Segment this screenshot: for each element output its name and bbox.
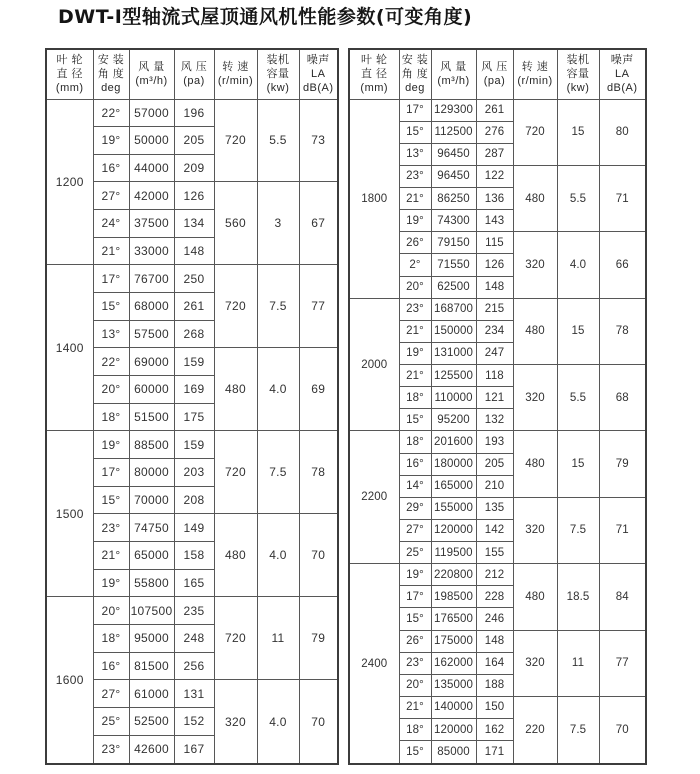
angle-cell: 17°	[93, 459, 129, 487]
pressure-cell: 159	[174, 348, 214, 376]
capacity-cell: 15	[557, 298, 599, 364]
speed-cell: 320	[513, 365, 557, 431]
volume-cell: 96450	[431, 143, 476, 165]
pressure-cell: 246	[476, 608, 513, 630]
capacity-cell: 11	[257, 597, 299, 680]
noise-cell: 79	[599, 431, 646, 497]
pressure-cell: 215	[476, 298, 513, 320]
header-row	[349, 49, 646, 99]
volume-cell: 95200	[431, 409, 476, 431]
noise-cell: 79	[299, 597, 338, 680]
spec-table-left	[45, 48, 339, 765]
capacity-cell: 7.5	[257, 265, 299, 348]
capacity-cell: 4.0	[257, 514, 299, 597]
capacity-cell: 4.0	[557, 232, 599, 298]
volume-cell: 76700	[129, 265, 174, 293]
speed-cell: 720	[214, 99, 257, 182]
pressure-cell: 167	[174, 735, 214, 764]
angle-cell: 27°	[93, 182, 129, 210]
capacity-cell: 7.5	[557, 696, 599, 764]
volume-cell: 70000	[129, 486, 174, 514]
speed-cell: 320	[513, 232, 557, 298]
volume-cell: 129300	[431, 99, 476, 121]
angle-cell: 15°	[399, 741, 431, 764]
col-header-capacity: 装机 容量 (kw)	[257, 49, 299, 99]
volume-cell: 68000	[129, 293, 174, 321]
header-row	[46, 49, 338, 99]
angle-cell: 15°	[93, 486, 129, 514]
angle-cell: 18°	[399, 431, 431, 453]
col-header-pressure: 风 压 (pa)	[476, 49, 513, 99]
speed-cell: 720	[214, 597, 257, 680]
speed-cell: 720	[214, 265, 257, 348]
noise-cell: 84	[599, 564, 646, 630]
angle-cell: 27°	[93, 680, 129, 708]
angle-cell: 21°	[399, 365, 431, 387]
col-header-capacity: 装机 容量 (kw)	[557, 49, 599, 99]
pressure-cell: 276	[476, 121, 513, 143]
pressure-cell: 126	[174, 182, 214, 210]
pressure-cell: 256	[174, 652, 214, 680]
speed-cell: 720	[513, 99, 557, 165]
pressure-cell: 134	[174, 210, 214, 238]
capacity-cell: 15	[557, 431, 599, 497]
noise-cell: 68	[599, 365, 646, 431]
pressure-cell: 149	[174, 514, 214, 542]
angle-cell: 18°	[399, 387, 431, 409]
volume-cell: 74750	[129, 514, 174, 542]
volume-cell: 52500	[129, 707, 174, 735]
pressure-cell: 155	[476, 542, 513, 564]
diameter-cell: 1500	[46, 431, 93, 597]
angle-cell: 23°	[399, 652, 431, 674]
noise-cell: 80	[599, 99, 646, 165]
noise-cell: 67	[299, 182, 338, 265]
angle-cell: 19°	[399, 342, 431, 364]
angle-cell: 16°	[399, 453, 431, 475]
pressure-cell: 131	[174, 680, 214, 708]
angle-cell: 21°	[399, 188, 431, 210]
angle-cell: 13°	[399, 143, 431, 165]
angle-cell: 15°	[399, 608, 431, 630]
col-header-volume: 风 量 (m³/h)	[431, 49, 476, 99]
volume-cell: 131000	[431, 342, 476, 364]
diameter-cell: 1200	[46, 99, 93, 265]
pressure-cell: 196	[174, 99, 214, 127]
angle-cell: 22°	[93, 348, 129, 376]
page-title: DWT-I型轴流式屋顶通风机性能参数(可变角度)	[58, 6, 473, 28]
volume-cell: 150000	[431, 320, 476, 342]
col-header-diameter: 叶 轮 直 径 (mm)	[46, 49, 93, 99]
angle-cell: 22°	[93, 99, 129, 127]
angle-cell: 14°	[399, 475, 431, 497]
angle-cell: 13°	[93, 320, 129, 348]
noise-cell: 71	[599, 497, 646, 563]
col-header-angle: 安 装 角 度 deg	[399, 49, 431, 99]
table-row	[349, 564, 646, 586]
noise-cell: 70	[599, 696, 646, 764]
spec-table-right	[348, 48, 647, 765]
col-header-speed: 转 速 (r/min)	[214, 49, 257, 99]
table-row	[46, 99, 338, 127]
volume-cell: 37500	[129, 210, 174, 238]
volume-cell: 135000	[431, 674, 476, 696]
angle-cell: 26°	[399, 232, 431, 254]
col-header-noise: 噪声 LA dB(A)	[599, 49, 646, 99]
speed-cell: 560	[214, 182, 257, 265]
speed-cell: 480	[513, 431, 557, 497]
pressure-cell: 193	[476, 431, 513, 453]
volume-cell: 162000	[431, 652, 476, 674]
pressure-cell: 247	[476, 342, 513, 364]
pressure-cell: 148	[476, 630, 513, 652]
volume-cell: 62500	[431, 276, 476, 298]
table-header	[349, 49, 646, 99]
pressure-cell: 208	[174, 486, 214, 514]
angle-cell: 15°	[399, 121, 431, 143]
pressure-cell: 136	[476, 188, 513, 210]
pressure-cell: 171	[476, 741, 513, 764]
pressure-cell: 159	[174, 431, 214, 459]
volume-cell: 119500	[431, 542, 476, 564]
volume-cell: 65000	[129, 542, 174, 570]
diameter-cell: 1400	[46, 265, 93, 431]
volume-cell: 201600	[431, 431, 476, 453]
table-body	[46, 99, 338, 764]
pressure-cell: 122	[476, 165, 513, 187]
volume-cell: 85000	[431, 741, 476, 764]
pressure-cell: 132	[476, 409, 513, 431]
angle-cell: 19°	[93, 431, 129, 459]
angle-cell: 16°	[93, 154, 129, 182]
angle-cell: 19°	[399, 564, 431, 586]
capacity-cell: 4.0	[257, 348, 299, 431]
angle-cell: 25°	[93, 707, 129, 735]
table-row	[46, 265, 338, 293]
pressure-cell: 261	[174, 293, 214, 321]
pressure-cell: 250	[174, 265, 214, 293]
pressure-cell: 135	[476, 497, 513, 519]
pressure-cell: 205	[476, 453, 513, 475]
table-row	[349, 298, 646, 320]
pressure-cell: 162	[476, 719, 513, 741]
noise-cell: 70	[299, 680, 338, 764]
pressure-cell: 287	[476, 143, 513, 165]
volume-cell: 110000	[431, 387, 476, 409]
volume-cell: 50000	[129, 127, 174, 155]
angle-cell: 19°	[93, 127, 129, 155]
volume-cell: 33000	[129, 237, 174, 265]
speed-cell: 480	[513, 165, 557, 231]
volume-cell: 42600	[129, 735, 174, 764]
volume-cell: 165000	[431, 475, 476, 497]
pressure-cell: 210	[476, 475, 513, 497]
angle-cell: 23°	[399, 165, 431, 187]
speed-cell: 320	[214, 680, 257, 764]
angle-cell: 20°	[399, 276, 431, 298]
angle-cell: 17°	[399, 99, 431, 121]
angle-cell: 24°	[93, 210, 129, 238]
pressure-cell: 126	[476, 254, 513, 276]
col-header-diameter: 叶 轮 直 径 (mm)	[349, 49, 399, 99]
pressure-cell: 142	[476, 519, 513, 541]
pressure-cell: 164	[476, 652, 513, 674]
angle-cell: 23°	[93, 514, 129, 542]
volume-cell: 198500	[431, 586, 476, 608]
volume-cell: 107500	[129, 597, 174, 625]
volume-cell: 88500	[129, 431, 174, 459]
volume-cell: 81500	[129, 652, 174, 680]
noise-cell: 71	[599, 165, 646, 231]
capacity-cell: 7.5	[257, 431, 299, 514]
volume-cell: 155000	[431, 497, 476, 519]
volume-cell: 55800	[129, 569, 174, 597]
table-body	[349, 99, 646, 764]
angle-cell: 17°	[93, 265, 129, 293]
col-header-speed: 转 速 (r/min)	[513, 49, 557, 99]
volume-cell: 44000	[129, 154, 174, 182]
pressure-cell: 165	[174, 569, 214, 597]
volume-cell: 120000	[431, 719, 476, 741]
angle-cell: 20°	[93, 597, 129, 625]
volume-cell: 57000	[129, 99, 174, 127]
volume-cell: 95000	[129, 624, 174, 652]
noise-cell: 78	[299, 431, 338, 514]
pressure-cell: 175	[174, 403, 214, 431]
pressure-cell: 169	[174, 376, 214, 404]
speed-cell: 480	[513, 564, 557, 630]
noise-cell: 78	[599, 298, 646, 364]
pressure-cell: 205	[174, 127, 214, 155]
angle-cell: 17°	[399, 586, 431, 608]
angle-cell: 21°	[399, 696, 431, 718]
pressure-cell: 148	[174, 237, 214, 265]
angle-cell: 29°	[399, 497, 431, 519]
pressure-cell: 158	[174, 542, 214, 570]
col-header-volume: 风 量 (m³/h)	[129, 49, 174, 99]
pressure-cell: 261	[476, 99, 513, 121]
angle-cell: 20°	[399, 674, 431, 696]
angle-cell: 23°	[399, 298, 431, 320]
table-row	[46, 597, 338, 625]
table-row	[349, 99, 646, 121]
pressure-cell: 234	[476, 320, 513, 342]
pressure-cell: 268	[174, 320, 214, 348]
diameter-cell: 1800	[349, 99, 399, 298]
angle-cell: 26°	[399, 630, 431, 652]
pressure-cell: 228	[476, 586, 513, 608]
capacity-cell: 18.5	[557, 564, 599, 630]
speed-cell: 220	[513, 696, 557, 764]
pressure-cell: 203	[174, 459, 214, 487]
volume-cell: 71550	[431, 254, 476, 276]
pressure-cell: 188	[476, 674, 513, 696]
speed-cell: 720	[214, 431, 257, 514]
volume-cell: 69000	[129, 348, 174, 376]
capacity-cell: 7.5	[557, 497, 599, 563]
volume-cell: 176500	[431, 608, 476, 630]
volume-cell: 79150	[431, 232, 476, 254]
pressure-cell: 148	[476, 276, 513, 298]
volume-cell: 74300	[431, 210, 476, 232]
speed-cell: 480	[513, 298, 557, 364]
capacity-cell: 5.5	[557, 165, 599, 231]
angle-cell: 16°	[93, 652, 129, 680]
col-header-angle: 安 装 角 度 deg	[93, 49, 129, 99]
angle-cell: 21°	[93, 542, 129, 570]
capacity-cell: 5.5	[257, 99, 299, 182]
pressure-cell: 152	[174, 707, 214, 735]
pressure-cell: 248	[174, 624, 214, 652]
angle-cell: 23°	[93, 735, 129, 764]
volume-cell: 175000	[431, 630, 476, 652]
volume-cell: 60000	[129, 376, 174, 404]
pressure-cell: 121	[476, 387, 513, 409]
volume-cell: 140000	[431, 696, 476, 718]
volume-cell: 57500	[129, 320, 174, 348]
noise-cell: 77	[599, 630, 646, 696]
speed-cell: 480	[214, 348, 257, 431]
table-row	[349, 431, 646, 453]
noise-cell: 73	[299, 99, 338, 182]
angle-cell: 15°	[93, 293, 129, 321]
volume-cell: 86250	[431, 188, 476, 210]
pressure-cell: 115	[476, 232, 513, 254]
angle-cell: 18°	[93, 624, 129, 652]
volume-cell: 120000	[431, 519, 476, 541]
volume-cell: 42000	[129, 182, 174, 210]
table-row	[46, 431, 338, 459]
angle-cell: 18°	[93, 403, 129, 431]
pressure-cell: 235	[174, 597, 214, 625]
diameter-cell: 1600	[46, 597, 93, 764]
pressure-cell: 212	[476, 564, 513, 586]
pressure-cell: 118	[476, 365, 513, 387]
noise-cell: 77	[299, 265, 338, 348]
volume-cell: 180000	[431, 453, 476, 475]
angle-cell: 19°	[93, 569, 129, 597]
col-header-noise: 噪声 LA dB(A)	[299, 49, 338, 99]
angle-cell: 21°	[399, 320, 431, 342]
angle-cell: 27°	[399, 519, 431, 541]
diameter-cell: 2000	[349, 298, 399, 431]
volume-cell: 96450	[431, 165, 476, 187]
speed-cell: 320	[513, 497, 557, 563]
pressure-cell: 143	[476, 210, 513, 232]
angle-cell: 21°	[93, 237, 129, 265]
capacity-cell: 5.5	[557, 365, 599, 431]
capacity-cell: 11	[557, 630, 599, 696]
noise-cell: 66	[599, 232, 646, 298]
volume-cell: 168700	[431, 298, 476, 320]
speed-cell: 320	[513, 630, 557, 696]
angle-cell: 18°	[399, 719, 431, 741]
angle-cell: 20°	[93, 376, 129, 404]
angle-cell: 19°	[399, 210, 431, 232]
angle-cell: 25°	[399, 542, 431, 564]
noise-cell: 69	[299, 348, 338, 431]
angle-cell: 2°	[399, 254, 431, 276]
diameter-cell: 2200	[349, 431, 399, 564]
capacity-cell: 3	[257, 182, 299, 265]
capacity-cell: 4.0	[257, 680, 299, 764]
volume-cell: 112500	[431, 121, 476, 143]
table-header	[46, 49, 338, 99]
speed-cell: 480	[214, 514, 257, 597]
capacity-cell: 15	[557, 99, 599, 165]
diameter-cell: 2400	[349, 564, 399, 764]
pressure-cell: 150	[476, 696, 513, 718]
volume-cell: 80000	[129, 459, 174, 487]
volume-cell: 125500	[431, 365, 476, 387]
noise-cell: 70	[299, 514, 338, 597]
volume-cell: 220800	[431, 564, 476, 586]
pressure-cell: 209	[174, 154, 214, 182]
angle-cell: 15°	[399, 409, 431, 431]
volume-cell: 51500	[129, 403, 174, 431]
volume-cell: 61000	[129, 680, 174, 708]
col-header-pressure: 风 压 (pa)	[174, 49, 214, 99]
